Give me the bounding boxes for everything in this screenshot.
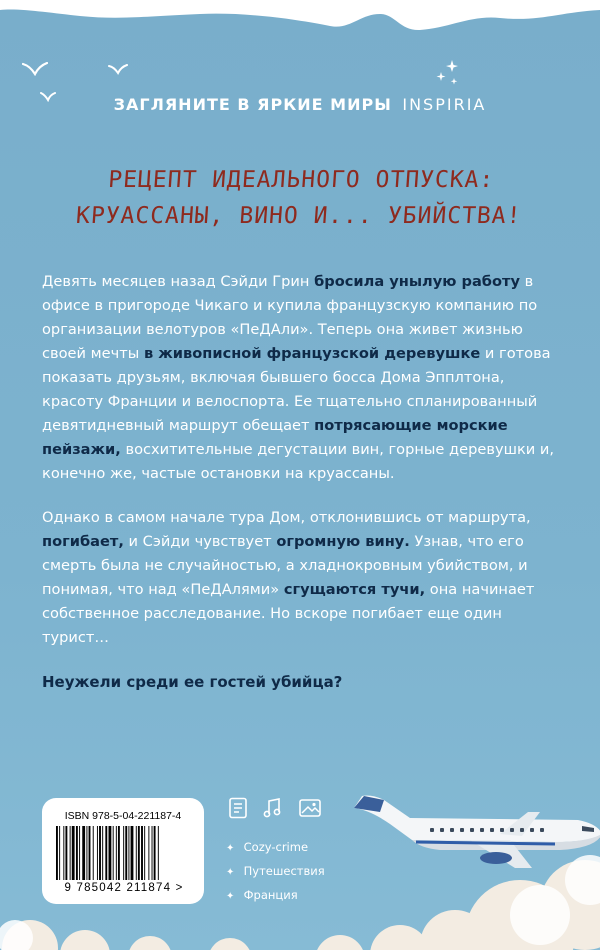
audio-icon	[262, 797, 282, 823]
ean-digits: 9 785042 211874 >	[64, 882, 184, 894]
publisher-brand: INSPIRIA	[402, 95, 487, 114]
top-cloud-edge	[0, 0, 600, 40]
tagline-line-2: КРУАССАНЫ, ВИНО И... УБИЙСТВА!	[75, 203, 523, 229]
highlight-run: огромную вину.	[276, 533, 410, 550]
text-run: Девять месяцев назад Сэйди Грин	[42, 273, 315, 290]
sparkle-icon: ✦	[226, 867, 235, 878]
closing-question: Неужели среди ее гостей убийца?	[42, 673, 343, 691]
sparkle-icon: ✦	[226, 843, 235, 854]
text-run: в офисе в пригороде Чикаго и купила французскую компанию по организации велотуров «ПеДАли». Теперь она живет жизнью своей мечты	[42, 273, 538, 362]
highlight-run: сгущаются тучи,	[283, 581, 426, 598]
text-run: она начинает собственное расследование. Но вскоре погибает еще один турист…	[42, 581, 535, 646]
annotation-paragraph-2	[42, 506, 562, 650]
series-header	[0, 95, 600, 114]
text-run: Узнав, что его смерть была не случайностью, а хладнокровным убийством, и понимая, что над «ПеДАлями»	[42, 533, 528, 598]
barcode-block	[42, 798, 204, 904]
annotation-paragraph-1	[42, 270, 562, 486]
genre-item	[226, 884, 325, 908]
genre-label: Путешествия	[243, 864, 325, 878]
image-icon	[298, 797, 322, 823]
bird-icon	[108, 64, 128, 75]
text-run: Однако в самом начале тура Дом, отклонившись от маршрута,	[42, 509, 531, 526]
genre-label: Cozy-crime	[243, 840, 309, 854]
format-icons	[228, 797, 328, 821]
highlight-run: в живописной французской деревушке	[143, 345, 481, 362]
highlight-run: бросила унылую работу	[314, 273, 520, 290]
tagline	[0, 162, 600, 234]
text-run: восхитительные дегустации вин, горные деревушки и, конечно же, частые остановки на круассаны.	[42, 441, 555, 482]
sparkle-icon	[434, 58, 462, 88]
genre-label: Франция	[243, 888, 298, 902]
barcode-bars	[56, 826, 190, 880]
bird-icon	[22, 62, 48, 76]
series-slogan: ЗАГЛЯНИТЕ В ЯРКИЕ МИРЫ	[113, 95, 392, 114]
text-run: и Сэйди чувствует	[123, 533, 277, 550]
airplane-illustration	[350, 790, 600, 875]
highlight-run: погибает,	[42, 533, 124, 550]
sparkle-icon: ✦	[226, 891, 235, 902]
ebook-icon	[228, 797, 248, 823]
annotation-text	[42, 270, 562, 714]
genre-item	[226, 860, 325, 884]
genre-list	[226, 836, 325, 908]
text-run: и готова показать друзьям, включая бывшего босса Дома Эпплтона, красоту Франции и велоспорта. Ее тщательно спланированный девятидневный маршрут обещает	[42, 345, 551, 434]
isbn-number: ISBN 978-5-04-221187-4	[64, 810, 182, 822]
genre-item	[226, 836, 325, 860]
tagline-line-1: РЕЦЕПТ ИДЕАЛЬНОГО ОТПУСКА:	[107, 167, 496, 193]
highlight-run: потрясающие морские пейзажи,	[42, 417, 508, 458]
